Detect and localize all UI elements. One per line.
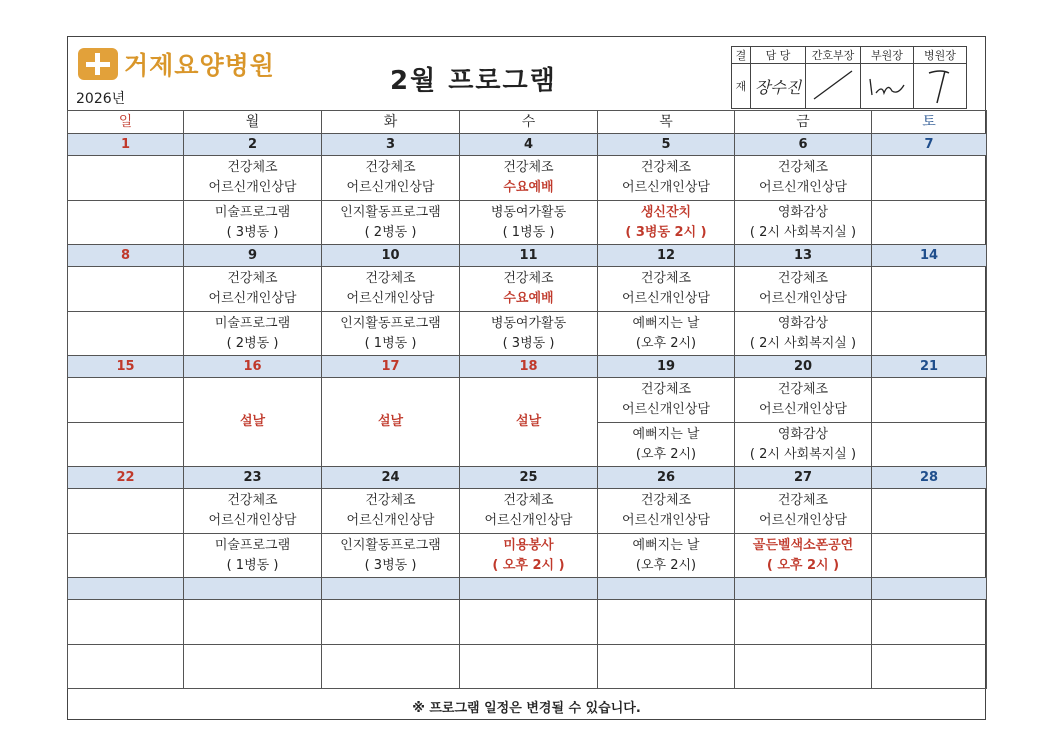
program-name: 생신잔치 xyxy=(640,204,692,220)
program-cell xyxy=(184,312,322,356)
program-detail: 어르신개인상담 xyxy=(759,513,847,528)
date-cell: 20 xyxy=(735,356,872,378)
program-detail: 어르신개인상담 xyxy=(208,180,297,195)
program-row xyxy=(68,201,987,245)
program-cell xyxy=(460,489,598,534)
program-detail: (오후 2시) xyxy=(635,557,697,573)
approval-box xyxy=(731,46,967,109)
program-cell xyxy=(68,312,184,356)
program-detail: 어르신개인상담 xyxy=(346,513,435,528)
signature-mark xyxy=(915,65,965,105)
approval-label-bottom: 재 xyxy=(732,64,751,109)
program-name: 예뻐지는 날 xyxy=(632,426,700,442)
program-detail: ( 오후 2시 ) xyxy=(492,557,565,573)
signature-mark xyxy=(862,65,912,105)
program-cell xyxy=(872,423,987,467)
program-cell xyxy=(460,267,598,312)
program-name: 건강체조 xyxy=(227,493,278,508)
date-cell: 17 xyxy=(322,356,460,378)
date-cell xyxy=(68,578,184,600)
program-cell xyxy=(598,489,735,534)
program-name: 건강체조 xyxy=(503,271,554,286)
program-name: 미용봉사 xyxy=(503,537,554,553)
program-detail: ( 2병동 ) xyxy=(364,224,417,240)
program-cell xyxy=(68,645,184,689)
program-name: 건강체조 xyxy=(227,271,278,286)
date-cell xyxy=(184,578,322,600)
date-cell: 2 xyxy=(184,134,322,156)
program-detail: ( 1병동 ) xyxy=(502,224,555,240)
date-cell: 27 xyxy=(735,467,872,489)
program-name: 미술프로그램 xyxy=(214,204,291,220)
program-detail: ( 3병동 ) xyxy=(364,557,417,573)
weekday-tue: 화 xyxy=(322,111,460,134)
date-cell: 21 xyxy=(872,356,987,378)
program-detail: ( 1병동 ) xyxy=(226,557,279,573)
program-cell xyxy=(735,156,872,201)
program-cell xyxy=(872,156,987,201)
program-detail: ( 2시 사회복지실 ) xyxy=(749,224,857,240)
program-cell xyxy=(735,378,872,423)
program-cell xyxy=(735,645,872,689)
hospital-logo xyxy=(78,46,275,82)
program-detail: ( 3병동 ) xyxy=(226,224,279,240)
program-cell xyxy=(735,489,872,534)
program-cell xyxy=(598,201,735,245)
program-cell xyxy=(735,534,872,578)
program-name: 건강체조 xyxy=(365,271,416,286)
program-name: 건강체조 xyxy=(777,271,829,286)
program-cell xyxy=(322,534,460,578)
weekday-header xyxy=(68,111,987,134)
program-cell xyxy=(598,534,735,578)
program-detail: 어르신개인상담 xyxy=(759,402,847,417)
weekday-sat: 토 xyxy=(872,111,987,134)
date-row xyxy=(68,245,987,267)
holiday-label: 설날 xyxy=(239,414,266,429)
program-name: 건강체조 xyxy=(365,160,416,175)
program-name: 인지활동프로그램 xyxy=(340,315,441,331)
program-detail: ( 1병동 ) xyxy=(364,335,417,351)
program-cell xyxy=(68,267,184,312)
program-row xyxy=(68,312,987,356)
holiday-cell xyxy=(184,378,322,467)
role-director: 병원장 xyxy=(914,47,967,64)
program-detail: ( 2시 사회복지실 ) xyxy=(749,446,857,462)
program-detail: 수요예배 xyxy=(503,291,554,306)
program-row xyxy=(68,600,987,645)
date-cell xyxy=(872,578,987,600)
date-cell: 14 xyxy=(872,245,987,267)
program-cell xyxy=(322,267,460,312)
program-cell xyxy=(322,600,460,645)
program-name: 미술프로그램 xyxy=(214,537,291,553)
program-detail: 어르신개인상담 xyxy=(208,291,297,306)
program-detail: 어르신개인상담 xyxy=(622,402,710,417)
program-cell xyxy=(598,378,735,423)
program-cell xyxy=(322,312,460,356)
weekday-fri: 금 xyxy=(735,111,872,134)
program-detail: ( 2시 사회복지실 ) xyxy=(749,335,857,351)
date-row xyxy=(68,134,987,156)
program-cell xyxy=(68,201,184,245)
signer-name: 장수진 xyxy=(754,77,802,97)
program-name: 건강체조 xyxy=(365,493,416,508)
program-cell xyxy=(184,534,322,578)
program-name: 건강체조 xyxy=(227,160,278,175)
program-cell xyxy=(872,378,987,423)
date-cell: 13 xyxy=(735,245,872,267)
program-name: 건강체조 xyxy=(777,160,829,175)
date-cell: 10 xyxy=(322,245,460,267)
program-name: 건강체조 xyxy=(777,382,829,397)
date-cell: 3 xyxy=(322,134,460,156)
approval-label-top: 결 xyxy=(732,47,751,64)
signature-nursing-director xyxy=(806,64,861,109)
holiday-label: 설날 xyxy=(377,414,404,429)
program-cell xyxy=(872,489,987,534)
program-cell xyxy=(872,267,987,312)
date-cell: 6 xyxy=(735,134,872,156)
date-cell: 8 xyxy=(68,245,184,267)
program-cell xyxy=(735,267,872,312)
program-cell xyxy=(184,156,322,201)
date-cell: 28 xyxy=(872,467,987,489)
program-row xyxy=(68,378,987,423)
program-cell xyxy=(460,600,598,645)
program-cell xyxy=(872,645,987,689)
program-detail: ( 3병동 2시 ) xyxy=(625,224,707,240)
date-cell: 16 xyxy=(184,356,322,378)
holiday-label: 설날 xyxy=(515,414,542,429)
cross-logo-icon xyxy=(78,48,118,80)
date-cell: 4 xyxy=(460,134,598,156)
date-cell: 7 xyxy=(872,134,987,156)
program-name: 인지활동프로그램 xyxy=(340,537,441,553)
program-name: 골든벨색소폰공연 xyxy=(752,537,854,553)
program-cell xyxy=(598,423,735,467)
program-detail: ( 3병동 ) xyxy=(502,335,555,351)
date-row xyxy=(68,467,987,489)
signature-vice-director xyxy=(861,64,914,109)
program-name: 병동여가활동 xyxy=(490,204,567,220)
signature-mark xyxy=(808,65,858,105)
role-staff: 담 당 xyxy=(751,47,806,64)
program-cell xyxy=(735,312,872,356)
program-detail: 수요예배 xyxy=(503,180,554,195)
program-cell xyxy=(735,423,872,467)
program-cell xyxy=(184,489,322,534)
program-cell xyxy=(68,534,184,578)
program-detail: ( 2병동 ) xyxy=(226,335,279,351)
program-cell xyxy=(872,534,987,578)
date-cell: 9 xyxy=(184,245,322,267)
date-cell: 23 xyxy=(184,467,322,489)
program-name: 건강체조 xyxy=(503,160,554,175)
program-name: 건강체조 xyxy=(640,271,692,286)
date-cell xyxy=(735,578,872,600)
program-cell xyxy=(735,201,872,245)
weekday-mon: 월 xyxy=(184,111,322,134)
program-cell xyxy=(184,267,322,312)
org-name: 거제요양병원 xyxy=(124,51,275,80)
program-cell xyxy=(460,156,598,201)
program-calendar xyxy=(67,110,987,689)
program-name: 영화감상 xyxy=(777,426,829,442)
program-cell xyxy=(68,378,184,423)
date-row xyxy=(68,356,987,378)
holiday-cell xyxy=(322,378,460,467)
program-detail: 어르신개인상담 xyxy=(759,180,847,195)
program-cell xyxy=(598,267,735,312)
program-cell xyxy=(872,201,987,245)
program-cell xyxy=(460,645,598,689)
date-cell xyxy=(598,578,735,600)
program-detail: (오후 2시) xyxy=(635,446,697,462)
program-cell xyxy=(598,312,735,356)
program-detail: 어르신개인상담 xyxy=(622,180,710,195)
date-cell: 12 xyxy=(598,245,735,267)
program-cell xyxy=(184,645,322,689)
program-row xyxy=(68,156,987,201)
program-row xyxy=(68,534,987,578)
date-cell: 24 xyxy=(322,467,460,489)
program-cell xyxy=(322,645,460,689)
program-cell xyxy=(322,489,460,534)
date-cell: 15 xyxy=(68,356,184,378)
program-cell xyxy=(68,423,184,467)
program-detail: 어르신개인상담 xyxy=(622,513,710,528)
program-name: 건강체조 xyxy=(640,493,692,508)
program-cell xyxy=(322,201,460,245)
program-name: 건강체조 xyxy=(777,493,829,508)
program-row xyxy=(68,489,987,534)
program-cell xyxy=(735,600,872,645)
program-detail: ( 오후 2시 ) xyxy=(766,557,840,573)
date-cell: 1 xyxy=(68,134,184,156)
date-cell: 19 xyxy=(598,356,735,378)
weekday-sun: 일 xyxy=(68,111,184,134)
program-cell xyxy=(872,600,987,645)
program-cell xyxy=(68,156,184,201)
program-cell xyxy=(68,489,184,534)
weekday-thu: 목 xyxy=(598,111,735,134)
program-name: 예뻐지는 날 xyxy=(632,537,700,553)
page-title: 2월 프로그램 xyxy=(390,66,557,96)
program-detail: 어르신개인상담 xyxy=(208,513,297,528)
date-cell: 26 xyxy=(598,467,735,489)
program-detail: 어르신개인상담 xyxy=(346,291,435,306)
signature-director xyxy=(914,64,967,109)
role-vice-director: 부원장 xyxy=(861,47,914,64)
program-detail: 어르신개인상담 xyxy=(759,291,847,306)
program-cell xyxy=(460,201,598,245)
program-name: 병동여가활동 xyxy=(490,315,567,331)
program-cell xyxy=(598,156,735,201)
program-row xyxy=(68,267,987,312)
signature-staff xyxy=(751,64,806,109)
program-detail: 어르신개인상담 xyxy=(622,291,710,306)
date-cell xyxy=(322,578,460,600)
footer-note: ※ 프로그램 일정은 변경될 수 있습니다. xyxy=(412,701,641,716)
program-cell xyxy=(322,156,460,201)
program-name: 영화감상 xyxy=(777,204,829,220)
program-name: 영화감상 xyxy=(777,315,829,331)
program-row xyxy=(68,645,987,689)
program-name: 건강체조 xyxy=(503,493,554,508)
role-nursing-director: 간호부장 xyxy=(806,47,861,64)
program-name: 건강체조 xyxy=(640,382,692,397)
program-name: 예뻐지는 날 xyxy=(632,315,700,331)
program-name: 건강체조 xyxy=(640,160,692,175)
weekday-wed: 수 xyxy=(460,111,598,134)
program-cell xyxy=(184,201,322,245)
program-cell xyxy=(460,312,598,356)
holiday-cell xyxy=(460,378,598,467)
program-detail: (오후 2시) xyxy=(635,335,697,351)
date-cell: 11 xyxy=(460,245,598,267)
program-detail: 어르신개인상담 xyxy=(484,513,573,528)
date-cell: 18 xyxy=(460,356,598,378)
program-name: 미술프로그램 xyxy=(214,315,291,331)
date-cell: 22 xyxy=(68,467,184,489)
program-cell xyxy=(460,534,598,578)
program-detail: 어르신개인상담 xyxy=(346,180,435,195)
program-name: 인지활동프로그램 xyxy=(340,204,441,220)
program-cell xyxy=(598,645,735,689)
year-label: 2026년 xyxy=(76,91,126,107)
program-cell xyxy=(184,600,322,645)
program-cell xyxy=(872,312,987,356)
program-cell xyxy=(598,600,735,645)
date-row xyxy=(68,578,987,600)
date-cell: 5 xyxy=(598,134,735,156)
program-cell xyxy=(68,600,184,645)
date-cell xyxy=(460,578,598,600)
date-cell: 25 xyxy=(460,467,598,489)
